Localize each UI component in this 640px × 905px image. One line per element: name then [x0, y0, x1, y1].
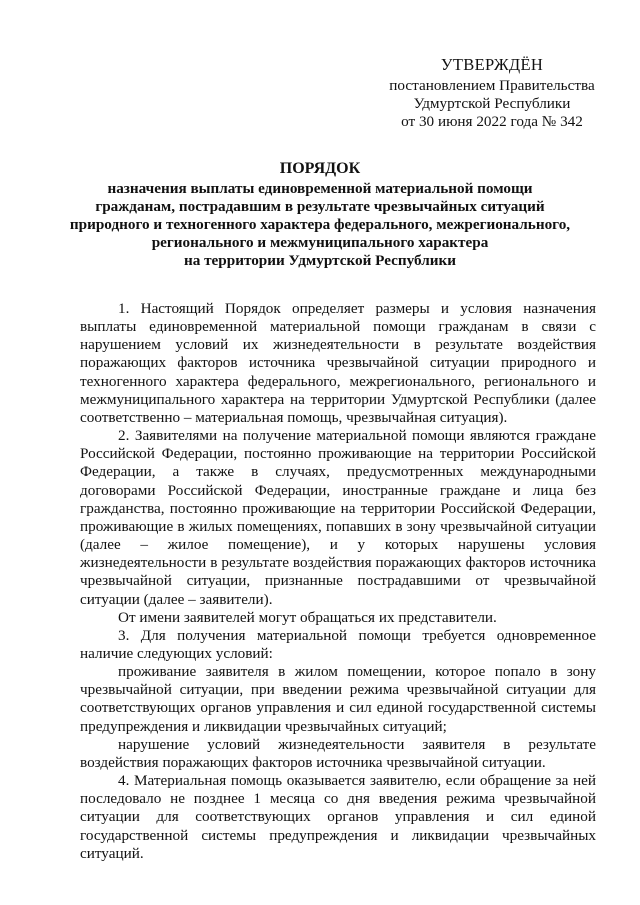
- title-line: назначения выплаты единовременной материальной помощи: [107, 180, 533, 197]
- title-line: гражданам, пострадавшим в результате чрезвычайных ситуаций: [95, 198, 545, 215]
- paragraph: 1. Настоящий Порядок определяет размеры и условия назначения выплаты единовременной материальной помощи гражданам в связи с нарушением условий их жизнедеятельности в результате воздействия поражающих факторов источника чрезвычайной ситуации природного и техногенного характера федерального, межрегионального, регионального и межмуниципального характера на территории Удмуртской Республики (далее соответственно – материальная помощь, чрезвычайная ситуация).: [80, 300, 596, 426]
- paragraph: 4. Материальная помощь оказывается заявителю, если обращение за ней последовало не позднее 1 месяца со дня введения режима чрезвычайной ситуации для соответствующих органов управления и сил единой государственной системы предупреждения и ликвидации чрезвычайных ситуаций.: [80, 772, 596, 862]
- title-main: ПОРЯДОК: [279, 160, 361, 177]
- approval-line: постановлением Правительства: [389, 77, 595, 94]
- title-line: природного и техногенного характера федерального, межрегионального,: [69, 216, 571, 233]
- approval-heading: УТВЕРЖДЁН: [440, 55, 544, 74]
- paragraph: нарушение условий жизнедеятельности заявителя в результате воздействия поражающих факторов источника чрезвычайной ситуации.: [80, 735, 596, 771]
- document-body: [80, 300, 596, 863]
- approval-line: Удмуртской Республики: [413, 95, 571, 112]
- paragraph: 3. Для получения материальной помощи требуется одновременное наличие следующих условий:: [80, 626, 596, 662]
- title-line: регионального и межмуниципального характера: [151, 234, 489, 251]
- paragraph: проживание заявителя в жилом помещении, которое попало в зону чрезвычайной ситуации, при введении режима чрезвычайной ситуации для соответствующих органов управления и сил единой государственной системы предупреждения и ликвидации чрезвычайных ситуаций;: [80, 663, 596, 735]
- paragraph: От имени заявителей могут обращаться их представители.: [118, 608, 497, 626]
- approval-stamp: [382, 56, 602, 131]
- approval-line: от 30 июня 2022 года № 342: [401, 113, 583, 130]
- title-line: на территории Удмуртской Республики: [183, 252, 457, 269]
- paragraph: 2. Заявителями на получение материальной помощи являются граждане Российской Федерации, постоянно проживающие на территории Российской Федерации, а также в случаях, предусмотренных международными договорами Российской Федерации, иностранные граждане и лица без гражданства, постоянно проживающие на территории Российской Федерации, проживающие в жилых помещениях, попавших в зону чрезвычайной ситуации (далее – жилое помещение), и у которых нарушены условия жизнедеятельности в результате воздействия поражающих факторов источника чрезвычайной ситуации, признанные пострадавшими от чрезвычайной ситуации (далее – заявители).: [80, 427, 596, 608]
- document-title: [44, 160, 596, 270]
